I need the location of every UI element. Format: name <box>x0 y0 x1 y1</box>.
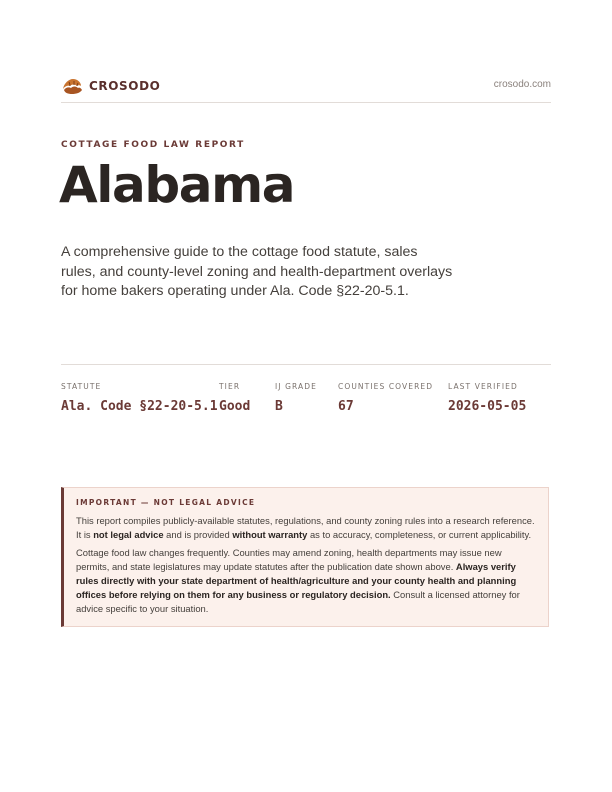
stat-label: TIER <box>219 382 241 391</box>
notice-text: and is provided <box>163 529 233 540</box>
stat-tier <box>219 382 250 414</box>
stat-counties-covered <box>338 382 433 414</box>
croissant-icon <box>61 76 83 96</box>
site-url[interactable]: crosodo.com <box>493 79 551 90</box>
stat-value: B <box>275 399 283 414</box>
stat-value: 67 <box>338 399 354 414</box>
stat-label: LAST VERIFIED <box>448 382 518 391</box>
notice-text: Consult a licensed attorney for advice specific to your situation. <box>76 589 520 614</box>
notice-emphasis: without warranty <box>232 529 308 540</box>
stat-value: Good <box>219 399 251 414</box>
stat-last-verified <box>448 382 526 414</box>
stat-value: Ala. Code §22-20-5.1 <box>61 399 218 414</box>
brand-name: CROSODO <box>89 79 161 93</box>
notice-paragraph <box>76 546 536 616</box>
notice-title: IMPORTANT — NOT LEGAL ADVICE <box>76 498 256 507</box>
notice-emphasis: Always verify rules directly with your state department of health/agriculture and your county health and planning offices before relying on them for any business or regulatory decision. <box>76 561 517 600</box>
stat-label: COUNTIES COVERED <box>338 382 434 391</box>
top-bar <box>61 76 551 103</box>
page-title: Alabama <box>59 156 295 214</box>
stat-ij-grade <box>275 382 317 414</box>
notice-text: This report compiles publicly-available statutes, regulations, and county zoning rules into a research reference. It is <box>76 515 535 540</box>
stat-value: 2026-05-05 <box>448 399 527 414</box>
stat-label: STATUTE <box>61 382 102 391</box>
notice-paragraph <box>76 514 536 542</box>
report-eyebrow: COTTAGE FOOD LAW REPORT <box>61 140 245 150</box>
stat-statute <box>61 382 218 414</box>
stats-row <box>61 364 551 425</box>
report-lede: A comprehensive guide to the cottage food statute, sales rules, and county-level zoning and health-department overlays for home bakers operating under Ala. Code §22-20-5.1. <box>61 244 453 299</box>
legal-notice <box>61 487 549 627</box>
notice-emphasis: not legal advice <box>93 529 164 540</box>
notice-text: Cottage food law changes frequently. Counties may amend zoning, health departments may issue new permits, and state legislatures may update statutes after the publication date shown above. <box>76 547 502 572</box>
stat-label: IJ GRADE <box>275 382 317 391</box>
notice-text: as to accuracy, completeness, or current applicability. <box>307 529 532 540</box>
brand[interactable] <box>61 76 160 96</box>
